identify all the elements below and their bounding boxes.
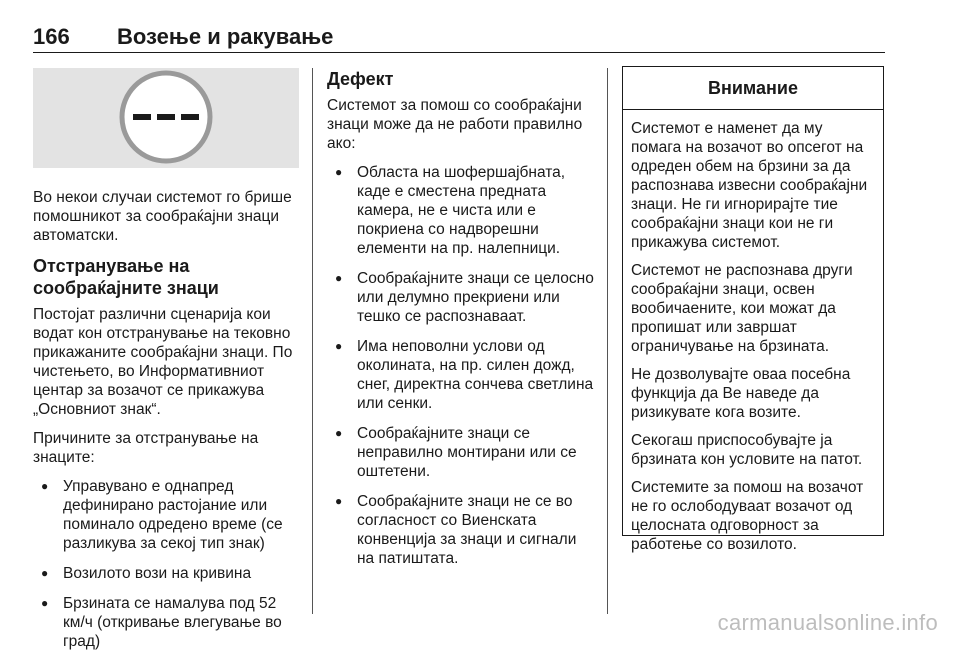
column-left: [33, 68, 301, 662]
paragraph: Причините за отстранување на знаците:: [33, 430, 259, 466]
list-item: ● Сообраќајните знаци се целосно или делумно прекриени или тешко се распознаваат.: [327, 269, 597, 326]
reasons-list: [33, 477, 301, 651]
list-item: ● Областа на шофершајбната, каде е сместена предната камера, не е чиста или е покриена со надворешни елементи на пр. налепници.: [327, 163, 597, 258]
section-title: Отстранување на сообраќајните знаци: [33, 256, 219, 298]
chapter-title: Возење и ракување: [117, 24, 334, 49]
paragraph: Постојат различни сценарија кои водат кон отстранување на тековно прикажаните сообраќајни знаци. По чистењето, во Информативниот центар за возачот се прикажува „Основниот знак“.: [33, 306, 293, 418]
warning-paragraph: Системот е наменет да му помага на возачот во опсегот на одреден обем на брзини за да распознава извесни сообраќајни знаци. Не ги игнорирајте тие сообраќајни знаци кои не ги прикажува системот.: [631, 120, 868, 251]
warning-body: [623, 110, 883, 554]
warning-box: [622, 66, 884, 553]
list-item: ● Сообраќајните знаци се неправилно монтирани или се оштетени.: [327, 424, 597, 481]
column-divider: [312, 68, 313, 614]
intro-text: Во некои случаи системот го брише помошникот за сообраќајни знаци автоматски.: [33, 189, 292, 244]
watermark: carmanualsonline.info: [717, 610, 938, 635]
column-middle: [327, 68, 597, 579]
list-item: ● Има неповолни услови од околината, на пр. силен дожд, снег, директна сончева светлина или сенки.: [327, 337, 597, 413]
warning-title: Внимание: [623, 67, 883, 110]
warning-paragraph: Системот не распознава други сообраќајни знаци, освен вообичаените, кои можат да пропишат или завршат ограничување на брзината.: [631, 262, 853, 355]
intro-text: Системот за помош со сообраќајни знаци може да не работи правилно ако:: [327, 97, 583, 152]
warning-paragraph: Системите за помош на возачот не го ослободуваат возачот од целосната одговорност за работење со возилото.: [631, 479, 864, 553]
page-number: 166: [33, 24, 70, 49]
warning-paragraph: Не дозволувајте оваа посебна функција да Ве наведе да ризикувате кога возите.: [631, 366, 851, 421]
column-divider: [607, 68, 608, 614]
list-item: ● Управувано е однапред дефинирано растојание или поминало одредено време (се разликува за секој тип знак): [33, 477, 301, 553]
malfunction-list: [327, 163, 597, 568]
end-of-restriction-sign-icon: [119, 70, 213, 164]
sign-illustration: [33, 68, 299, 168]
list-item: ● Брзината се намалува под 52 км/ч (откривање влегување во град): [33, 594, 301, 651]
list-item: ● Возилото вози на кривина: [33, 564, 301, 583]
warning-paragraph: Секогаш приспособувајте ја брзината кон условите на патот.: [631, 432, 863, 468]
page-header: [33, 22, 885, 53]
list-item: ● Сообраќајните знаци не се во согласност со Виенската конвенција за знаци и сигнали на патиштата.: [327, 492, 597, 568]
section-title: Дефект: [327, 69, 394, 89]
